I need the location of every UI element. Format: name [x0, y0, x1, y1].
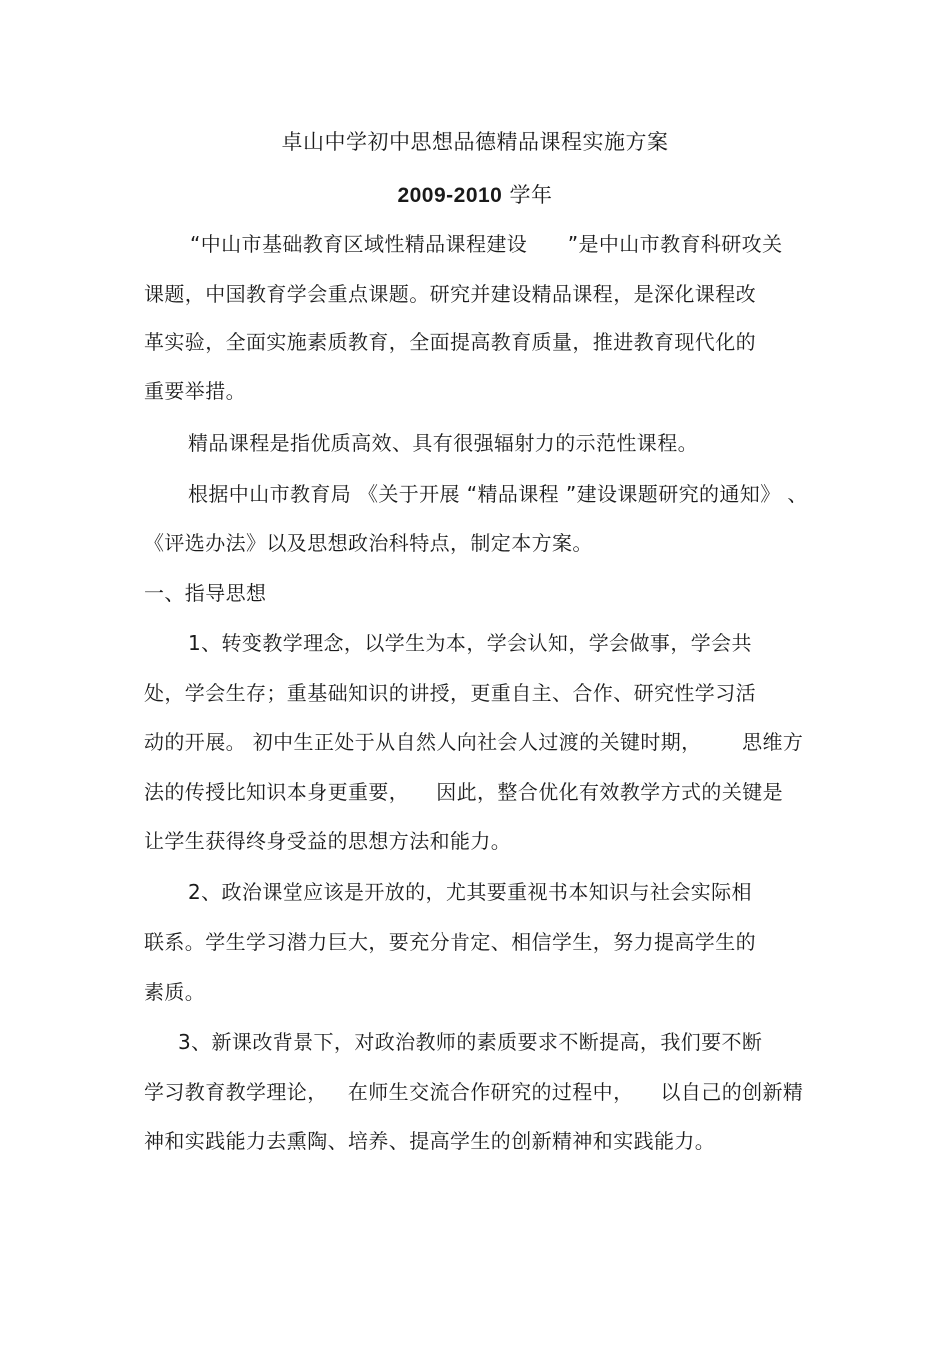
paragraph-line: 法的传授比知识本身更重要， 因此，整合优化有效教学方式的关键是	[144, 780, 784, 804]
paragraph-line: 2、政治课堂应该是开放的，尤其要重视书本知识与社会实际相	[188, 880, 752, 904]
document-title: 卓山中学初中思想品德精品课程实施方案	[281, 130, 669, 154]
academic-year-suffix: 学年	[502, 183, 553, 207]
academic-year	[0, 181, 950, 210]
paragraph-line: 《评选办法》以及思想政治科特点，制定本方案。	[144, 531, 593, 555]
paragraph-line: 神和实践能力去熏陶、培养、提高学生的创新精神和实践能力。	[144, 1129, 716, 1153]
section-heading: 一、指导思想	[144, 581, 267, 605]
paragraph-line: 素质。	[144, 980, 206, 1004]
paragraph-line: 1、转变教学理念，以学生为本，学会认知，学会做事，学会共	[188, 631, 752, 655]
paragraph-line: 精品课程是指优质高效、具有很强辐射力的示范性课程。	[188, 431, 698, 455]
paragraph-line: 3、新课改背景下，对政治教师的素质要求不断提高，我们要不断	[178, 1030, 763, 1054]
paragraph-line: 课题，中国教育学会重点课题。研究并建设精品课程，是深化课程改	[144, 282, 756, 306]
paragraph-line: 重要举措。	[144, 379, 246, 403]
paragraph-line: 学习教育教学理论， 在师生交流合作研究的过程中， 以自己的创新精	[144, 1080, 804, 1104]
paragraph-line: 联系。学生学习潜力巨大，要充分肯定、相信学生，努力提高学生的	[144, 930, 756, 954]
paragraph-line: “中山市基础教育区域性精品课程建设 ”是中山市教育科研攻关	[190, 232, 783, 256]
paragraph-line: 革实验，全面实施素质教育，全面提高教育质量，推进教育现代化的	[144, 330, 756, 354]
paragraph-line: 处，学会生存；重基础知识的讲授，更重自主、合作、研究性学习活	[144, 681, 756, 705]
paragraph-line: 动的开展。 初中生正处于从自然人向社会人过渡的关键时期， 思维方	[144, 730, 804, 754]
paragraph-line: 根据中山市教育局 《关于开展 “精品课程 ”建设课题研究的通知》 、	[188, 482, 808, 506]
paragraph-line: 让学生获得终身受益的思想方法和能力。	[144, 829, 512, 853]
academic-year-number: 2009-2010	[397, 184, 503, 207]
